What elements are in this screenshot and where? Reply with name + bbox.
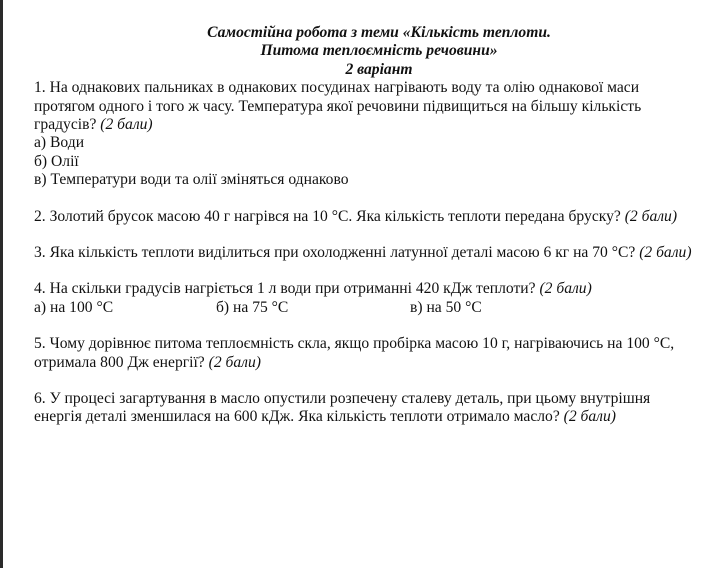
question-3-points: (2 бали) <box>639 244 692 262</box>
question-4-options <box>34 299 694 317</box>
question-4-text: 4. На скільки градусів нагріється 1 л води при отриманні 420 кДж теплоти? <box>34 280 536 298</box>
question-1-option-a: а) Води <box>34 134 85 152</box>
question-1-text: 1. На однакових пальниках в однакових посудинах нагрівають воду та олію однакової маси протягом одного і того ж часу. Температура якої речовини підвищиться на більшу кількість градусів? <box>34 79 642 134</box>
question-4-option-b: б) на 75 °С <box>216 298 289 316</box>
question-4-points: (2 бали) <box>539 280 592 298</box>
question-3 <box>34 244 694 262</box>
question-4-option-a: а) на 100 °С <box>34 298 114 316</box>
question-6-text: 6. У процесі загартування в масло опустили розпечену сталеву деталь, при цьому внутрішня енергія деталі зменшилася на 600 кДж. Яка кількість теплоти отримало масло? <box>34 390 651 426</box>
question-2-points: (2 бали) <box>624 207 678 225</box>
question-2 <box>34 208 694 226</box>
question-6-points: (2 бали) <box>563 408 616 426</box>
header-variant: 2 варіант <box>345 60 413 78</box>
question-1-points: (2 бали) <box>100 116 153 134</box>
question-6 <box>34 390 694 427</box>
question-5-text: 5. Чому дорівнює питома теплоємність скла, якщо пробірка масою 10 г, нагріваючись на 100 °С, отримала 800 Дж енергії? <box>34 335 675 371</box>
question-4 <box>34 280 694 317</box>
header-subtitle: Питома теплоємність речовини» <box>260 42 498 60</box>
question-1-option-b: б) Олії <box>34 152 79 170</box>
worksheet <box>34 24 694 427</box>
question-5-points: (2 бали) <box>208 353 261 371</box>
question-5 <box>34 335 694 372</box>
header-title: Самостійна робота з теми «Кількість теплоти. <box>207 24 551 41</box>
question-2-text: 2. Золотий брусок масою 40 г нагрівся на 10 °С. Яка кількість теплоти передана бруску? <box>34 207 621 225</box>
question-1-option-c: в) Температури води та олії зміняться однаково <box>34 171 349 189</box>
question-4-option-c: в) на 50 °С <box>410 298 482 316</box>
question-3-text: 3. Яка кількість теплоти виділиться при охолодженні латунної деталі масою 6 кг на 70 °С? <box>34 244 636 262</box>
page-edge <box>0 0 3 568</box>
worksheet-header <box>64 24 694 79</box>
question-1 <box>34 79 694 189</box>
